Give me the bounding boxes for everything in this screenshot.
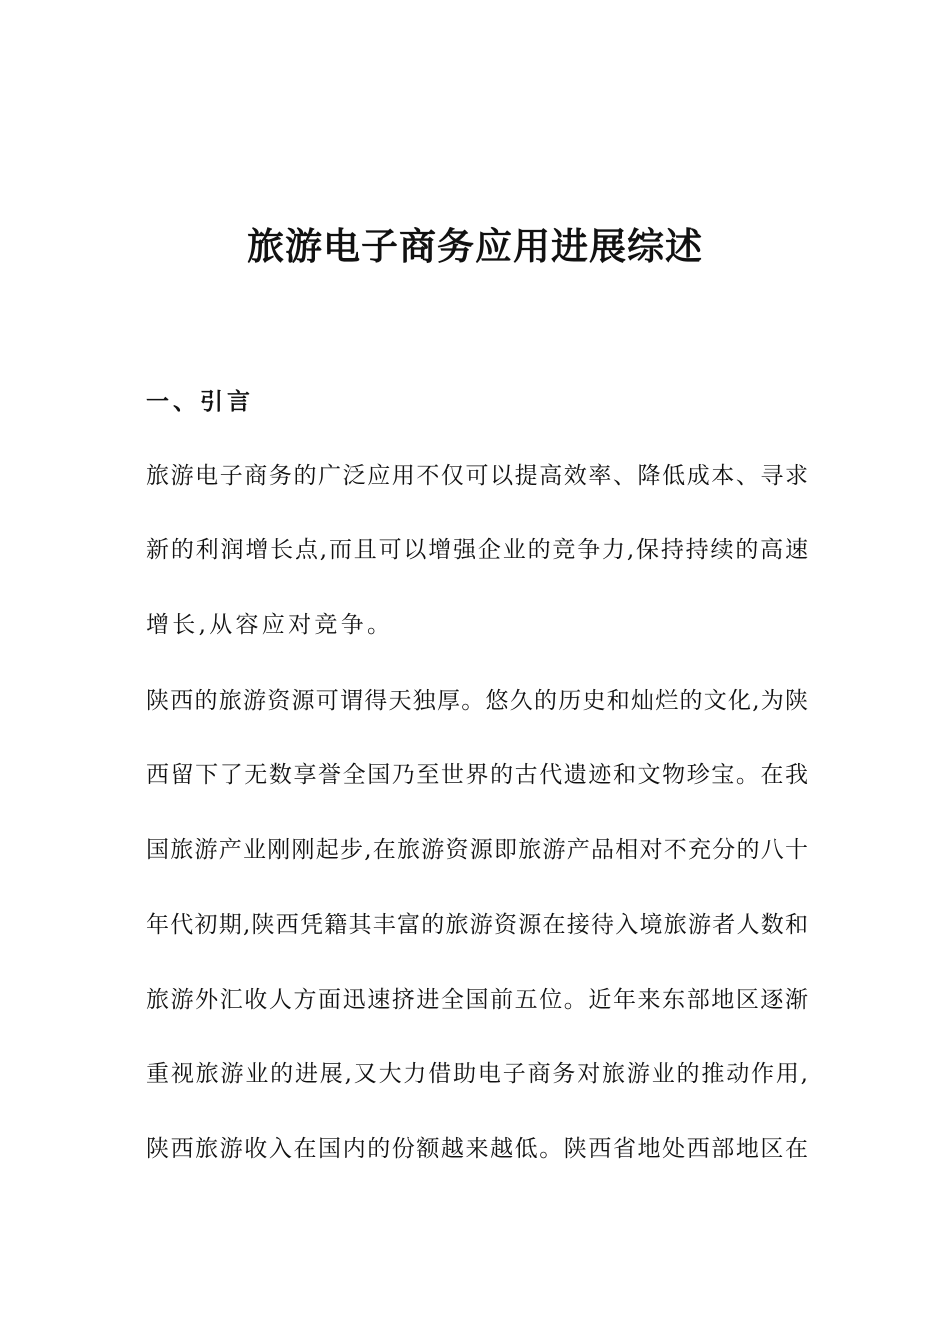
paragraph-2-line-7: 陕西旅游收入在国内的份额越来越低。陕西省地处西部地区在 [146, 1136, 808, 1162]
paragraph-2-line-5: 旅游外汇收人方面迅速挤进全国前五位。近年来东部地区逐渐 [146, 987, 808, 1013]
paragraph-1-line-1: 旅游电子商务的广泛应用不仅可以提高效率、降低成本、寻求 [146, 463, 808, 489]
paragraph-2-line-2: 西留下了无数享誉全国乃至世界的古代遗迹和文物珍宝。在我 [146, 762, 808, 788]
paragraph-2-line-1: 陕西的旅游资源可谓得天独厚。悠久的历史和灿烂的文化,为陕 [146, 688, 808, 714]
paragraph-2-line-4: 年代初期,陕西凭籍其丰富的旅游资源在接待入境旅游者人数和 [146, 912, 808, 938]
paragraph-2-line-6: 重视旅游业的进展,又大力借助电子商务对旅游业的推动作用, [146, 1061, 808, 1087]
document-title: 旅游电子商务应用进展综述 [247, 225, 703, 268]
paragraph-2-line-3: 国旅游产业刚刚起步,在旅游资源即旅游产品相对不充分的八十 [146, 837, 808, 863]
section-heading-introduction: 一、引言 [146, 388, 254, 415]
paragraph-1-line-2: 新的利润增长点,而且可以增强企业的竞争力,保持持续的高速 [146, 537, 808, 563]
paragraph-1-line-3: 增长,从容应对竞争。 [146, 612, 394, 638]
